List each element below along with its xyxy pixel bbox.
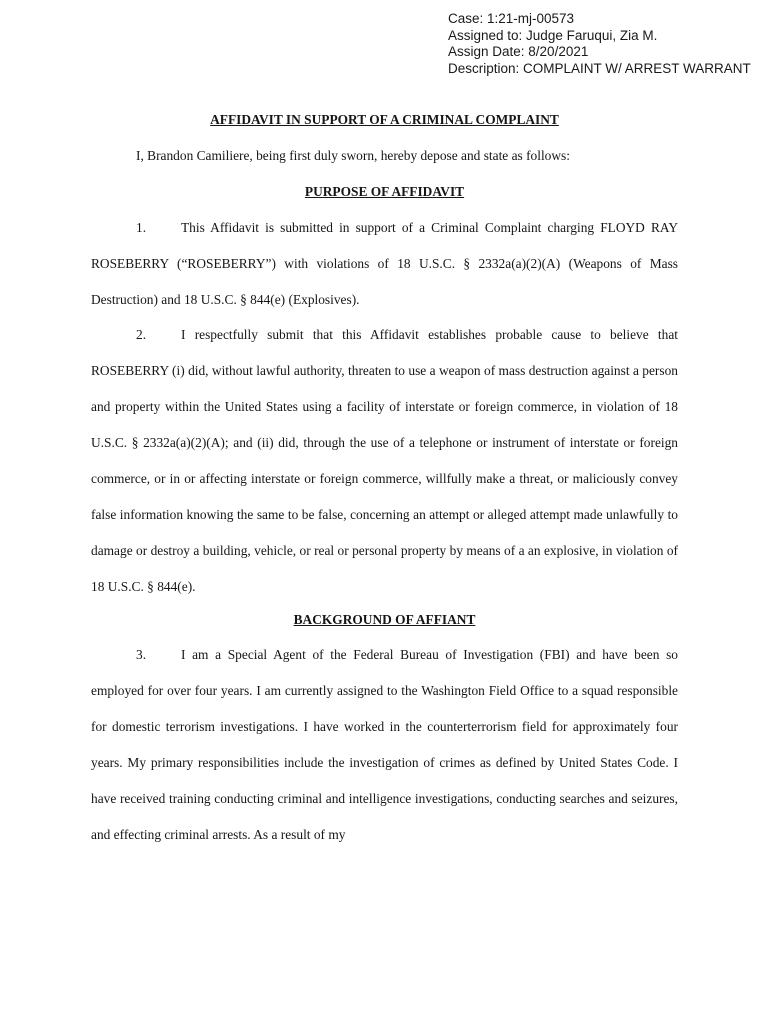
- intro-statement: I, Brandon Camiliere, being first duly sworn, hereby depose and state as follows:: [136, 148, 570, 163]
- paragraph-text: I am a Special Agent of the Federal Bureau of Investigation (FBI) and have been so employed for over four years. I am currently assigned to the Washington Field Office to a squad responsible for domestic terrorism investigations. I have worked in the counterterrorism field for approximately four years. My primary responsibilities include the investigation of crimes as defined by United States Code. I have received training conducting criminal and intelligence investigations, conducting searches and seizures, and effecting criminal arrests. As a result of my: [91, 647, 678, 842]
- paragraph-1: [91, 210, 678, 318]
- paragraph-number: 2.: [136, 327, 147, 342]
- document-title: AFFIDAVIT IN SUPPORT OF A CRIMINAL COMPLAINT: [210, 112, 559, 127]
- case-stamp: [448, 11, 751, 77]
- paragraph-number: 1.: [136, 220, 147, 235]
- paragraph-2: [91, 317, 678, 605]
- section-heading-purpose: PURPOSE OF AFFIDAVIT: [304, 184, 465, 199]
- paragraph-text: I respectfully submit that this Affidavit establishes probable cause to believe that ROSEBERRY (i) did, without lawful authority, threaten to use a weapon of mass destruction against a person and property within the United States using a facility of interstate or foreign commerce, in violation of 18 U.S.C. § 2332a(a)(2)(A); and (ii) did, through the use of a telephone or instrument of interstate or foreign commerce, or in or affecting interstate or foreign commerce, willfully make a threat, or maliciously convey false information knowing the same to be false, concerning an attempt or alleged attempt made unlawfully to damage or destroy a building, vehicle, or real or personal property by means of a an explosive, in violation of 18 U.S.C. § 844(e).: [91, 327, 678, 594]
- section-heading-background: BACKGROUND OF AFFIANT: [293, 612, 476, 627]
- paragraph-3: [91, 637, 678, 853]
- case-number: Case: 1:21-mj-00573: [448, 11, 575, 26]
- case-description: Description: COMPLAINT W/ ARREST WARRANT: [448, 60, 751, 76]
- assign-date: Assign Date: 8/20/2021: [448, 44, 589, 59]
- paragraph-number: 3.: [136, 647, 147, 662]
- assigned-judge: Assigned to: Judge Faruqui, Zia M.: [448, 27, 658, 43]
- paragraph-text: This Affidavit is submitted in support of a Criminal Complaint charging FLOYD RAY ROSEBERRY (“ROSEBERRY”) with violations of 18 U.S.C. § 2332a(a)(2)(A) (Weapons of Mass Destruction) and 18 U.S.C. § 844(e) (Explosives).: [91, 220, 678, 307]
